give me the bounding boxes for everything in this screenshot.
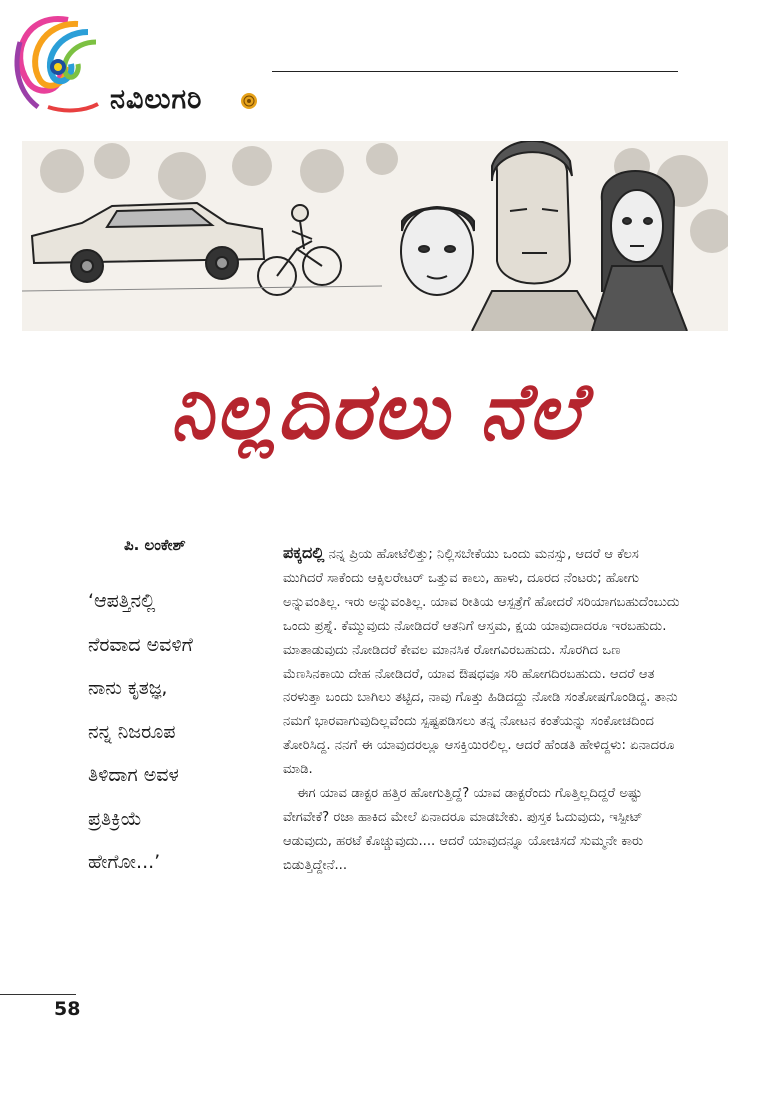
pull-quote-line: ಹೇಗೋ...’ xyxy=(88,851,161,873)
body-paragraph xyxy=(283,541,683,782)
pull-quote-line: ತಿಳಿದಾಗ ಅವಳ xyxy=(88,764,179,786)
footer-rule xyxy=(0,994,76,995)
body-paragraph: ಈಗ ಯಾವ ಡಾಕ್ಟರ ಹತ್ತಿರ ಹೋಗುತ್ತಿದ್ದೆ? ಯಾವ ಡಾಕ್ಟರೆಂದು ಗೊತ್ತಿಲ್ಲದಿದ್ದರೆ ಅಷ್ಟು ವೇಗವೇಕೆ? ರಜಾ ಹಾಕಿದ ಮೇಲೆ ಏನಾದರೂ ಮಾಡಬೇಕು. ಪುಸ್ತಕ ಓದುವುದು, ಇಸ್ಪೀಟ್ ಆಡುವುದು, ಹರಟೆ ಕೊಚ್ಚುವುದು.... ಆದರೆ ಯಾವುದನ್ನೂ ಯೋಚಿಸದೆ ಸುಮ್ಮನೇ ಕಾರು ಬಿಡುತ್ತಿದ್ದೇನೆ... xyxy=(283,786,644,873)
header-rule xyxy=(272,71,678,72)
pull-quote-line: ನಾನು ಕೃತಜ್ಞ, xyxy=(88,677,168,699)
section-title: ನವಿಲುಗರಿ xyxy=(110,84,203,115)
pull-quote xyxy=(88,580,263,885)
pull-quote-line: ಪ್ರತಿಕ್ರಿಯೆ xyxy=(88,807,142,830)
pull-quote-line: ನೆರವಾದ ಅವಳಿಗೆ xyxy=(88,633,193,656)
page-number: 58 xyxy=(54,998,81,1020)
pull-quote-line: ‘ಆಪತ್ತಿನಲ್ಲಿ xyxy=(88,590,156,612)
flower-icon xyxy=(240,92,258,110)
author-name: ಪಿ. ಲಂಕೇಶ್ xyxy=(124,536,186,554)
pull-quote-line: ನನ್ನ ನಿಜರೂಪ xyxy=(88,720,176,743)
article-title: ನಿಲ್ಲದಿರಲು ನೆಲೆ xyxy=(170,366,584,457)
opening-word: ಪಕ್ಕದಲ್ಲಿ xyxy=(283,543,325,562)
peacock-feather-logo xyxy=(8,12,103,122)
paragraph-text: ನನ್ನ ಪ್ರಿಯ ಹೋಟೆಲಿತ್ತು; ನಿಲ್ಲಿಸಬೇಕೆಯು ಒಂದು ಮನಸ್ಸು, ಆದರೆ ಆ ಕೆಲಸ ಮುಗಿದರೆ ಸಾಕೆಂದು ಆಕ್ಸಿಲರೇಟರ್ ಒತ್ತುವ ಕಾಲು, ಹಾಳು, ದೂರದ ನೆಂಟರು; ಹೋಗು ಅನ್ನುವಂತಿಲ್ಲ. ಇರು ಅನ್ನುವಂತಿಲ್ಲ. ಯಾವ ರೀತಿಯ ಆಸ್ಪತ್ರೆಗೆ ಹೋದರೆ ಸರಿಯಾಗಬಹುದೆಂಬುದು ಒಂದು ಪ್ರಶ್ನೆ. ಕೆಮ್ಮುವುದು ನೋಡಿದರೆ ಆತನಿಗೆ ಆಸ್ತಮ, ಕ್ಷಯ ಯಾವುದಾದರೂ ಇರಬಹುದು. ಮಾತಾಡುವುದು ನೋಡಿದರೆ ಕೇವಲ ಮಾನಸಿಕ ರೋಗವಿರಬಹುದು. ಸೊರಗಿದ ಒಣ ಮೆಣಸಿನಕಾಯಿ ದೇಹ ನೋಡಿದರೆ, ಯಾವ ಔಷಧವೂ ಸರಿ ಹೋಗದಿರಬಹುದು. ಆದರೆ ಆತ ನರಳುತ್ತಾ ಬಂದು ಬಾಗಿಲು ತಟ್ಟಿದ, ನಾವು ಗೊತ್ತು ಹಿಡಿದದ್ದು ನೋಡಿ ಸಂತೋಷಗೊಂಡಿದ್ದ. ತಾನು ನಮಗೆ ಭಾರವಾಗುವುದಿಲ್ಲವೆಂದು ಸ್ಪಷ್ಟಪಡಿಸಲು ತನ್ನ ನೋಟನ ಕಂತೆಯನ್ನು ಸಂಕೋಚದಿಂದ ತೋರಿಸಿದ್ದ. ನನಗೆ ಈ ಯಾವುದರಲ್ಲೂ ಆಸಕ್ತಿಯಿರಲಿಲ್ಲ. ಆದರೆ ಹೆಂಡತಿ ಹೇಳಿದ್ದಳು: ಏನಾದರೂ ಮಾಡಿ. xyxy=(283,547,680,778)
article-body xyxy=(283,541,683,878)
story-illustration xyxy=(22,141,728,331)
